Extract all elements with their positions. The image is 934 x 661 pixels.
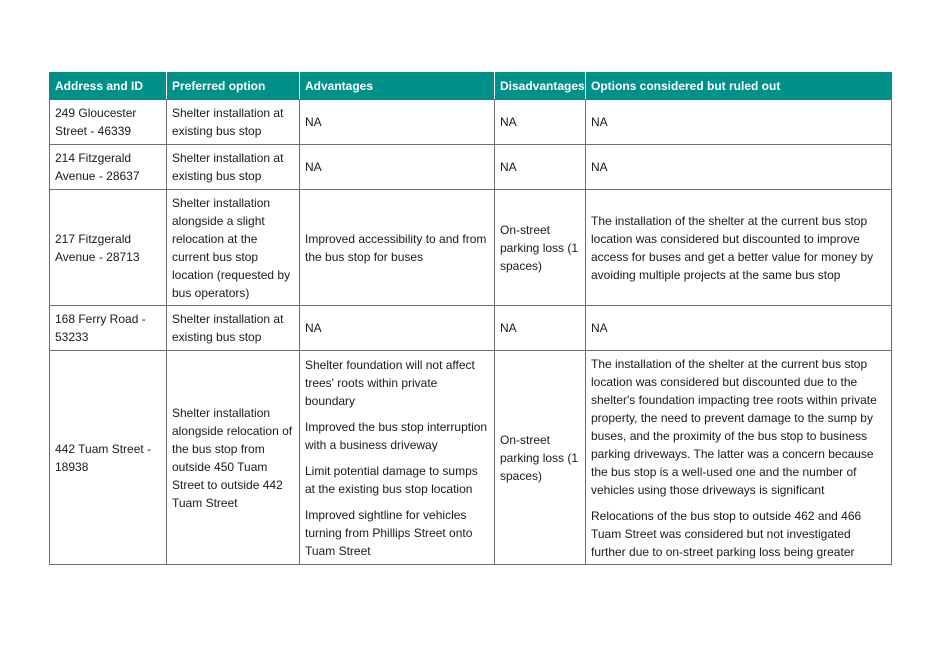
advantage-item: NA [305,115,322,129]
table-row [50,351,892,565]
preferred-option-cell: Shelter installation alongside a slight relocation at the current bus stop location (requested by bus operators) [167,190,300,306]
advantage-item: NA [305,321,322,335]
ruled-out-item: NA [591,115,608,129]
header-address: Address and ID [50,73,167,100]
address-cell: 217 Fitzgerald Avenue - 28713 [50,190,167,306]
advantage-item: NA [305,160,322,174]
ruled-out-cell [586,100,892,145]
disadvantages-cell: NA [495,100,586,145]
table-row [50,190,892,306]
ruled-out-item: NA [591,321,608,335]
header-options-ruled-out: Options considered but ruled out [586,73,892,100]
address-cell: 168 Ferry Road - 53233 [50,306,167,351]
advantage-item: Limit potential damage to sumps at the existing bus stop location [305,463,478,496]
advantage-item: Improved sightline for vehicles turning from Phillips Street onto Tuam Street [305,507,473,558]
disadvantages-cell: On-street parking loss (1 spaces) [495,351,586,565]
header-advantages: Advantages [300,73,495,100]
preferred-option-cell: Shelter installation at existing bus stop [167,100,300,145]
table-header-row [50,73,892,100]
address-cell: 249 Gloucester Street - 46339 [50,100,167,145]
ruled-out-item: Relocations of the bus stop to outside 462 and 466 Tuam Street was considered but not investigated further due to on-street parking loss being greater [591,508,862,559]
ruled-out-cell [586,351,892,565]
ruled-out-cell [586,306,892,351]
disadvantages-cell: On-street parking loss (1 spaces) [495,190,586,306]
ruled-out-item: NA [591,160,608,174]
advantages-cell [300,145,495,190]
advantages-cell [300,190,495,306]
preferred-option-cell: Shelter installation at existing bus stop [167,306,300,351]
advantages-cell [300,306,495,351]
advantage-item: Shelter foundation will not affect trees' roots within private boundary [305,357,475,408]
ruled-out-cell [586,190,892,306]
header-preferred-option: Preferred option [167,73,300,100]
address-cell: 214 Fitzgerald Avenue - 28637 [50,145,167,190]
options-table [49,72,892,565]
ruled-out-item: The installation of the shelter at the current bus stop location was considered but discounted to improve access for buses and get a better value for money by avoiding multiple projects at the same bus stop [591,213,874,282]
header-disadvantages: Disadvantages [495,73,586,100]
preferred-option-cell: Shelter installation alongside relocation of the bus stop from outside 450 Tuam Street to outside 442 Tuam Street [167,351,300,565]
disadvantages-cell: NA [495,306,586,351]
advantage-item: Improved accessibility to and from the bus stop for buses [305,231,487,264]
advantage-item: Improved the bus stop interruption with a business driveway [305,419,488,452]
ruled-out-cell [586,145,892,190]
table-row [50,100,892,145]
preferred-option-cell: Shelter installation at existing bus stop [167,145,300,190]
advantages-cell [300,100,495,145]
table-row [50,145,892,190]
table-row [50,306,892,351]
address-cell: 442 Tuam Street - 18938 [50,351,167,565]
ruled-out-item: The installation of the shelter at the current bus stop location was considered but discounted due to the shelter's foundation impacting tree roots within private property, the need to prevent damage to the sump by buses, and the proximity of the bus stop to business parking driveways. The latter was a concern because the bus stop is a well-used one and the number of vehicles using those driveways is significant [591,356,877,497]
advantages-cell [300,351,495,565]
disadvantages-cell: NA [495,145,586,190]
